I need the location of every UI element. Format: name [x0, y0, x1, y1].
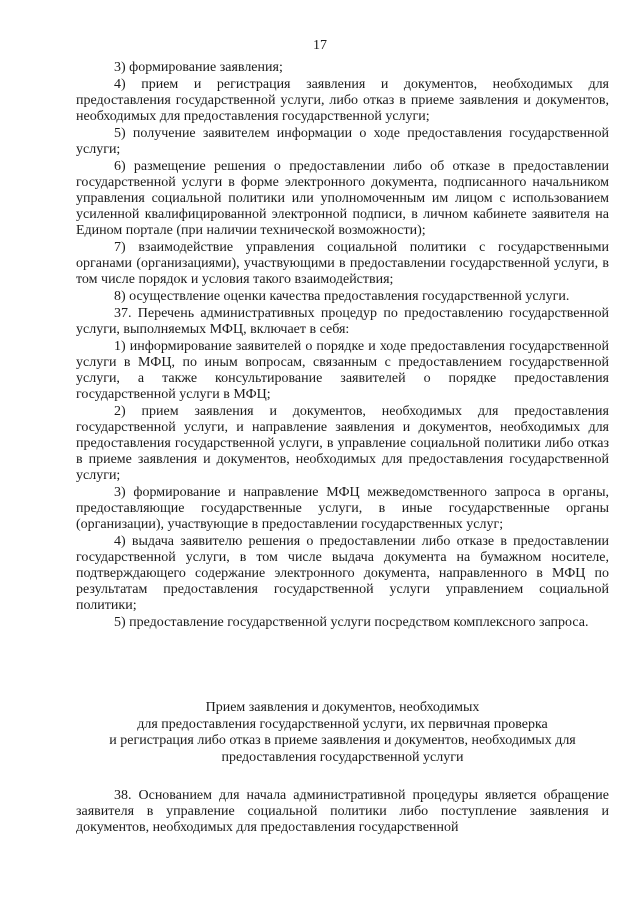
page-number: 17: [313, 38, 327, 53]
paragraph: 5) получение заявителем информации о ходе предоставления государственной услуги;: [76, 126, 609, 157]
paragraph: 7) взаимодействие управления социальной политики с государственными органами (организациями), участвующими в предоставлении государственной услуги, в том числе порядок и условия такого взаимодействия;: [76, 240, 609, 287]
paragraph: 4) прием и регистрация заявления и документов, необходимых для предоставления государственной услуги, либо отказ в приеме заявления и документов, необходимых для предоставления государственной услуги;: [76, 77, 609, 124]
paragraph: 6) размещение решения о предоставлении либо об отказе в предоставлении государственной услуги в форме электронного документа, подписанного начальником управления социальной политики или уполномоченным им лицом с использованием усиленной квалифицированной электронной подписи, в личном кабинете заявителя на Едином портале (при наличии технической возможности);: [76, 159, 609, 238]
paragraph: 3) формирование заявления;: [114, 60, 283, 75]
section-heading: [76, 700, 609, 766]
section-heading-line: предоставления государственной услуги: [221, 749, 464, 765]
document-body: [76, 60, 609, 632]
paragraph: 38. Основанием для начала административной процедуры является обращение заявителя в управление социальной политики либо поступление заявления и документов, необходимых для предоставления государственной: [76, 788, 609, 835]
paragraph: 37. Перечень административных процедур по предоставлению государственной услуги, выполняемых МФЦ, включает в себя:: [76, 306, 609, 337]
paragraph: 8) осуществление оценки качества предоставления государственной услуги.: [114, 289, 570, 304]
section-heading-line: Прием заявления и документов, необходимых: [205, 700, 480, 715]
section-heading-line: и регистрация либо отказ в приеме заявления и документов, необходимых для: [109, 733, 576, 748]
paragraph: 4) выдача заявителю решения о предоставлении либо отказе в предоставлении государственной услуги, в том числе выдача документа на бумажном носителе, подтверждающего содержание электронного документа, направленного в МФЦ по результатам предоставления государственной услуги управлением социальной политики;: [76, 534, 609, 613]
paragraph: 1) информирование заявителей о порядке и ходе предоставления государственной услуги в МФЦ, по иным вопросам, связанным с предоставлением государственной услуги, а также консультирование заявителей о порядке предоставления государственной услуги в МФЦ;: [76, 339, 609, 402]
document-body-continued: [76, 788, 609, 837]
section-heading-line: для предоставления государственной услуги, их первичная проверка: [137, 716, 548, 732]
paragraph: 2) прием заявления и документов, необходимых для предоставления государственной услуги, и направление заявления и документов, необходимых для предоставления государственной услуги, в управление социальной политики либо отказ в приеме заявления и документов, необходимых для предоставления государственной услуги;: [76, 404, 609, 483]
paragraph: 3) формирование и направление МФЦ межведомственного запроса в органы, предоставляющие государственные услуги, в иные государственные органы (организации), участвующие в предоставлении государственных услуг;: [76, 485, 609, 532]
paragraph: 5) предоставление государственной услуги посредством комплексного запроса.: [114, 615, 589, 630]
